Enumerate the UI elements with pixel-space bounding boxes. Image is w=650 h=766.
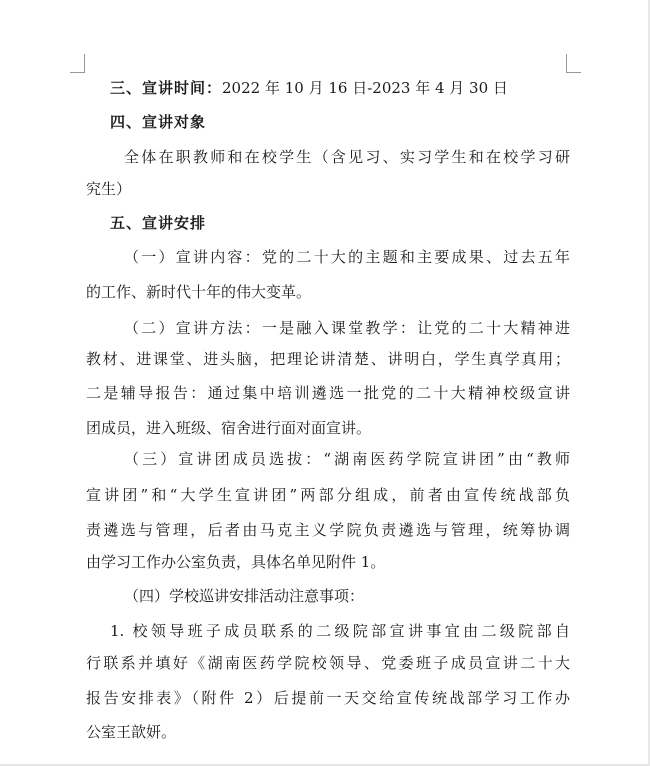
item1-line1: （一）宣讲内容：党的二十大的主题和主要成果、过去五年 xyxy=(124,248,570,266)
section5-heading: 五、宣讲安排 xyxy=(110,214,207,232)
section4-body-line1: 全体在职教师和在校学生（含见习、实习学生和在校学习研 xyxy=(124,148,570,166)
item3-line2: 宣讲团”和“大学生宣讲团”两部分组成，前者由宣传统战部负 xyxy=(86,486,570,504)
item2-line2: 教材、进课堂、进头脑，把理论讲清楚、讲明白，学生真学真用； xyxy=(86,350,570,368)
item2-line4: 团成员，进入班级、宿舍进行面对面宣讲。 xyxy=(86,419,372,437)
item4-p1-line2: 行联系并填好《湖南医药学院校领导、党委班子成员宣讲二十大 xyxy=(86,654,570,672)
item4-heading: （四）学校巡讲安排活动注意事项： xyxy=(124,587,365,605)
item3-line1: （三）宣讲团成员选拔：“湖南医药学院宣讲团”由“教师 xyxy=(124,450,570,468)
item3-line3: 责遴选与管理，后者由马克主义学院负责遴选与管理，统筹协调 xyxy=(86,521,570,539)
item4-p1-line4: 公室王歆妍。 xyxy=(86,723,177,741)
margin-corner-mark-top-right xyxy=(566,54,581,73)
section3-value: 2022 年 10 月 16 日-2023 年 4 月 30 日 xyxy=(222,79,508,97)
margin-corner-mark-top-left xyxy=(70,54,85,73)
item3-line4: 由学习工作办公室负责，具体名单见附件 1。 xyxy=(86,553,386,571)
section4-heading: 四、宣讲对象 xyxy=(110,113,207,131)
item2-line3: 二是辅导报告：通过集中培训遴选一批党的二十大精神校级宣讲 xyxy=(86,384,570,402)
item4-p1-line3: 报告安排表》（附件 2）后提前一天交给宣传统战部学习工作办 xyxy=(86,689,570,707)
section3-line xyxy=(110,73,508,103)
item1-line2: 的工作、新时代十年的伟大变革。 xyxy=(86,283,312,301)
item2-line1: （二）宣讲方法：一是融入课堂教学：让党的二十大精神进 xyxy=(124,319,570,337)
section4-body-line2: 究生） xyxy=(86,180,132,198)
section3-heading: 三、宣讲时间： xyxy=(110,79,223,97)
item4-p1-line1: 1. 校领导班子成员联系的二级院部宣讲事宜由二级院部自 xyxy=(110,622,570,640)
